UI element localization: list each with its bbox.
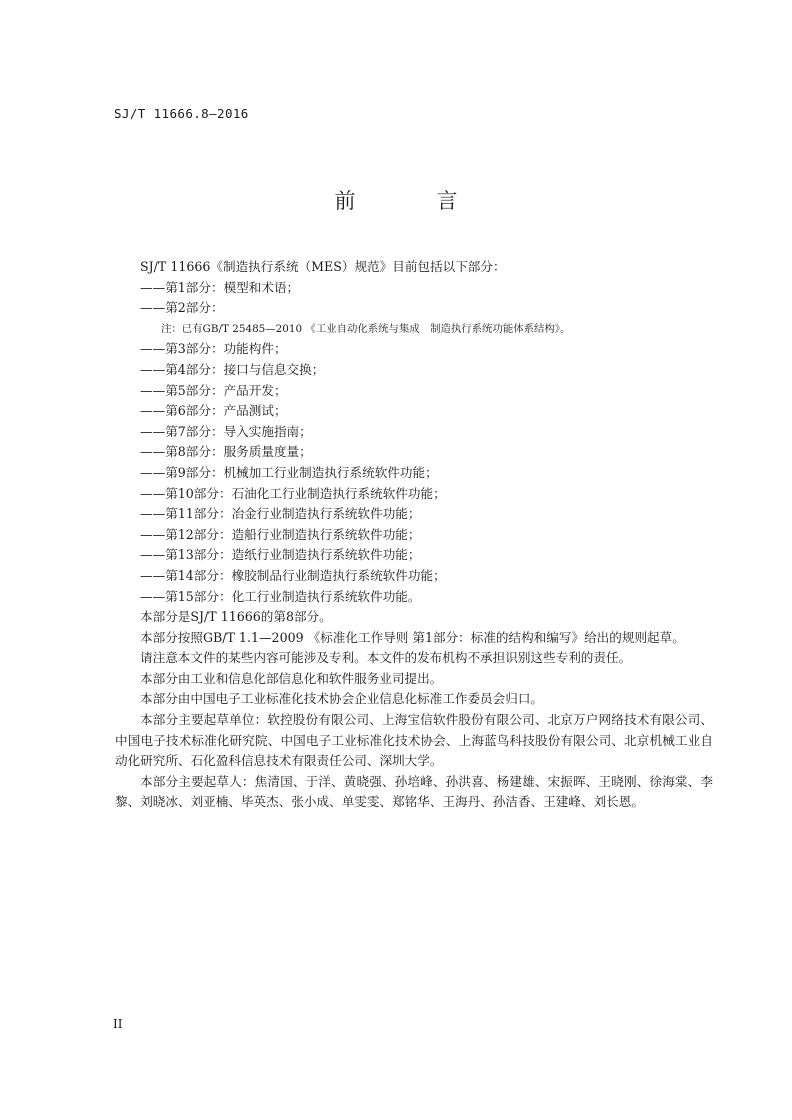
part-list-item: ——第10部分：石油化工行业制造执行系统软件功能； xyxy=(140,485,446,501)
statement-line: 本部分由中国电子工业标准化技术协会企业信息化标准工作委员会归口。 xyxy=(140,691,543,707)
part-list-item: ——第12部分：造船行业制造执行系统软件功能； xyxy=(140,526,421,542)
part-list-item: ——第11部分：冶金行业制造执行系统软件功能； xyxy=(140,506,421,522)
drafting-units-paragraph: 本部分主要起草单位：软控股份有限公司、上海宝信软件股份有限公司、北京万户网络技术有限公司、中国电子技术标准化研究院、中国电子工业标准化技术协会、上海蓝鸟科技股份有限公司、北京机械工业自动化研究所、石化盈科信息技术有限责任公司、深圳大学。 xyxy=(115,712,713,769)
statement-line: 本部分按照GB/T 1.1—2009 《标准化工作导则 第1部分：标准的结构和编写》给出的规则起草。 xyxy=(140,629,685,645)
page-title: 前 言 xyxy=(334,189,488,213)
document-body xyxy=(115,257,713,813)
part-list-item: ——第7部分：导入实施指南； xyxy=(140,423,312,439)
statement-line: 本部分是SJ/T 11666的第8部分。 xyxy=(140,609,332,625)
statement-line: 请注意本文件的某些内容可能涉及专利。本文件的发布机构不承担识别这些专利的责任。 xyxy=(140,650,632,666)
part-list-item: ——第6部分：产品测试； xyxy=(140,403,287,419)
note-line: 注：已有GB/T 25485—2010 《工业自动化系统与集成 制造执行系统功能体系结构》。 xyxy=(161,322,571,335)
part-list-item: ——第8部分：服务质量度量； xyxy=(140,444,312,460)
part-list-item: ——第14部分：橡胶制品行业制造执行系统软件功能； xyxy=(140,567,446,583)
part-list-item: ——第13部分：造纸行业制造执行系统软件功能； xyxy=(140,547,421,563)
part-list-item: ——第1部分：模型和术语； xyxy=(140,279,300,295)
intro-line: SJ/T 11666《制造执行系统（MES）规范》目前包括以下部分： xyxy=(140,259,506,274)
part-list-item: ——第5部分：产品开发； xyxy=(140,382,287,398)
part-list-item: ——第4部分：接口与信息交换； xyxy=(140,361,325,377)
drafters-paragraph: 本部分主要起草人：焦清国、于洋、黄晓强、孙培峰、孙洪喜、杨建雄、宋振晖、王晓刚、徐海棠、李黎、刘晓冰、刘亚楠、毕英杰、张小成、单雯雯、郑铭华、王海丹、孙洁香、王建峰、刘长恩。 xyxy=(115,773,713,810)
part-list-item: ——第2部分： xyxy=(140,300,224,316)
part-list-item: ——第15部分：化工行业制造执行系统软件功能。 xyxy=(140,588,421,604)
page-number: II xyxy=(113,1017,123,1031)
standard-code: SJ/T 11666.8—2016 xyxy=(114,106,249,121)
statement-line: 本部分由工业和信息化部信息化和软件服务业司提出。 xyxy=(140,670,443,686)
part-list-item: ——第9部分：机械加工行业制造执行系统软件功能； xyxy=(140,464,438,480)
part-list-item: ——第3部分：功能构件； xyxy=(140,341,287,357)
